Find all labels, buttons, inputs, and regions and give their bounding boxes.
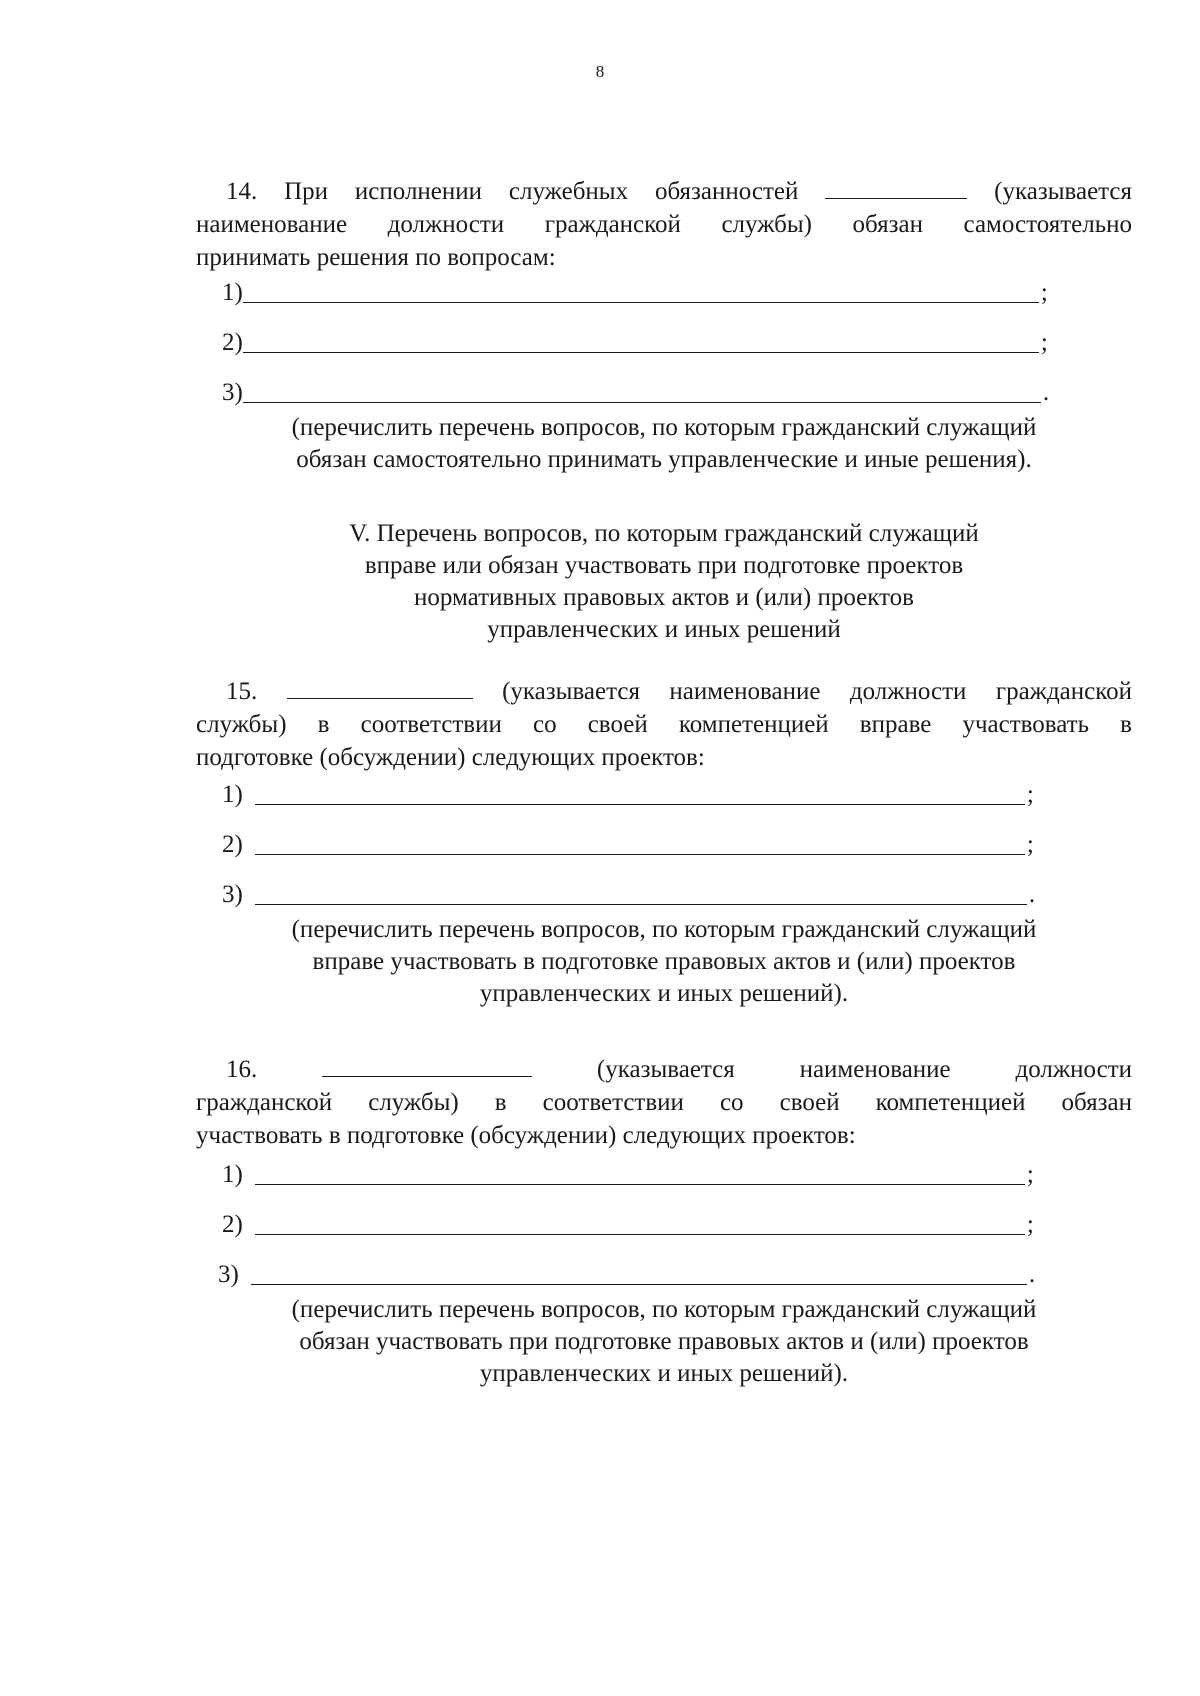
position-title-blank	[322, 1052, 532, 1077]
item-number: 2)	[222, 1211, 243, 1238]
section-v-heading-line-3: нормативных правовых актов и (или) проектов	[414, 584, 914, 611]
section-v-heading-line-4: управленческих и иных решений	[487, 616, 841, 643]
item-punctuation: ;	[1040, 329, 1048, 356]
section-16-line-2: гражданской службы) в соответствии со своей компетенцией обязан	[196, 1089, 1132, 1116]
section-14-item-1	[222, 276, 1048, 308]
section-14-lead-text: При исполнении служебных обязанностей	[284, 178, 799, 205]
fill-in-line	[243, 328, 1039, 353]
section-16-line-1	[196, 1052, 1132, 1086]
item-punctuation: ;	[1026, 831, 1034, 858]
section-15-note-line-3: управленческих и иных решений).	[479, 980, 849, 1007]
item-number: 2)	[222, 831, 243, 858]
section-14-note-line-2: обязан самостоятельно принимать управленческие и иные решения).	[296, 446, 1032, 473]
section-14-number: 14.	[226, 178, 258, 205]
item-number: 1)	[222, 1161, 243, 1188]
section-15-number: 15.	[226, 678, 258, 705]
item-punctuation: ;	[1026, 781, 1034, 808]
section-14-line-3: принимать решения по вопросам:	[196, 244, 556, 271]
section-15-item-3	[222, 878, 1035, 910]
section-v-heading-line-1: V. Перечень вопросов, по которым гражданский служащий	[349, 520, 979, 547]
fill-in-line	[255, 1210, 1025, 1235]
fill-in-line	[243, 278, 1039, 303]
item-number: 2)	[222, 329, 243, 356]
section-15-line-1	[196, 674, 1132, 708]
item-number: 3)	[218, 1261, 239, 1288]
section-16-item-3	[218, 1258, 1035, 1290]
fill-in-line	[243, 378, 1041, 403]
section-14-item-2	[222, 326, 1048, 358]
section-16-number: 16.	[226, 1056, 258, 1083]
item-punctuation: ;	[1040, 279, 1048, 306]
section-16-note-line-2: обязан участвовать при подготовке правовых актов и (или) проектов	[299, 1328, 1029, 1355]
section-15-paragraph	[196, 674, 1132, 774]
position-title-blank	[287, 674, 473, 699]
item-punctuation: .	[1028, 881, 1036, 908]
section-14-paragraph	[196, 174, 1132, 274]
fill-in-line	[251, 1260, 1027, 1285]
page-number: 8	[595, 62, 605, 81]
section-15-line-3: подготовке (обсуждении) следующих проектов:	[196, 744, 705, 771]
section-16-item-2	[222, 1208, 1034, 1240]
section-16-item-1	[222, 1158, 1034, 1190]
section-14-note	[196, 412, 1132, 476]
fill-in-line	[255, 780, 1025, 805]
fill-in-line	[255, 830, 1025, 855]
section-16-note	[196, 1294, 1132, 1390]
section-15-item-2	[222, 828, 1034, 860]
section-v-heading-line-2: вправе или обязан участвовать при подготовке проектов	[364, 552, 964, 579]
item-punctuation: ;	[1026, 1161, 1034, 1188]
section-16-specify-text: (указывается наименование должности	[596, 1056, 1133, 1083]
fill-in-line	[255, 1160, 1025, 1185]
item-punctuation: ;	[1026, 1211, 1034, 1238]
section-15-note	[196, 914, 1132, 1010]
section-v-heading	[196, 518, 1132, 646]
section-15-note-line-1: (перечислить перечень вопросов, по которым гражданский служащий	[291, 916, 1037, 943]
position-title-blank	[825, 174, 967, 199]
section-15-item-1	[222, 778, 1034, 810]
section-16-note-line-3: управленческих и иных решений).	[479, 1360, 849, 1387]
item-number: 3)	[222, 881, 243, 908]
item-number: 1)	[222, 279, 243, 306]
section-14-specify-text: (указывается	[994, 178, 1133, 205]
item-punctuation: .	[1028, 1261, 1036, 1288]
section-16-paragraph	[196, 1052, 1132, 1152]
item-number: 3)	[222, 379, 243, 406]
section-14-note-line-1: (перечислить перечень вопросов, по которым гражданский служащий	[291, 414, 1037, 441]
section-15-line-2: службы) в соответствии со своей компетенцией вправе участвовать в	[196, 711, 1132, 738]
section-16-note-line-1: (перечислить перечень вопросов, по которым гражданский служащий	[291, 1296, 1037, 1323]
section-14-line-1	[196, 174, 1132, 208]
section-15-specify-text: (указывается наименование должности гражданской	[502, 678, 1132, 705]
fill-in-line	[255, 880, 1027, 905]
item-number: 1)	[222, 781, 243, 808]
section-14-item-3	[222, 376, 1049, 408]
section-14-line-2: наименование должности гражданской службы) обязан самостоятельно	[196, 211, 1132, 238]
item-punctuation: .	[1042, 379, 1050, 406]
section-15-note-line-2: вправе участвовать в подготовке правовых актов и (или) проектов	[312, 948, 1016, 975]
section-16-line-3: участвовать в подготовке (обсуждении) следующих проектов:	[196, 1122, 856, 1149]
